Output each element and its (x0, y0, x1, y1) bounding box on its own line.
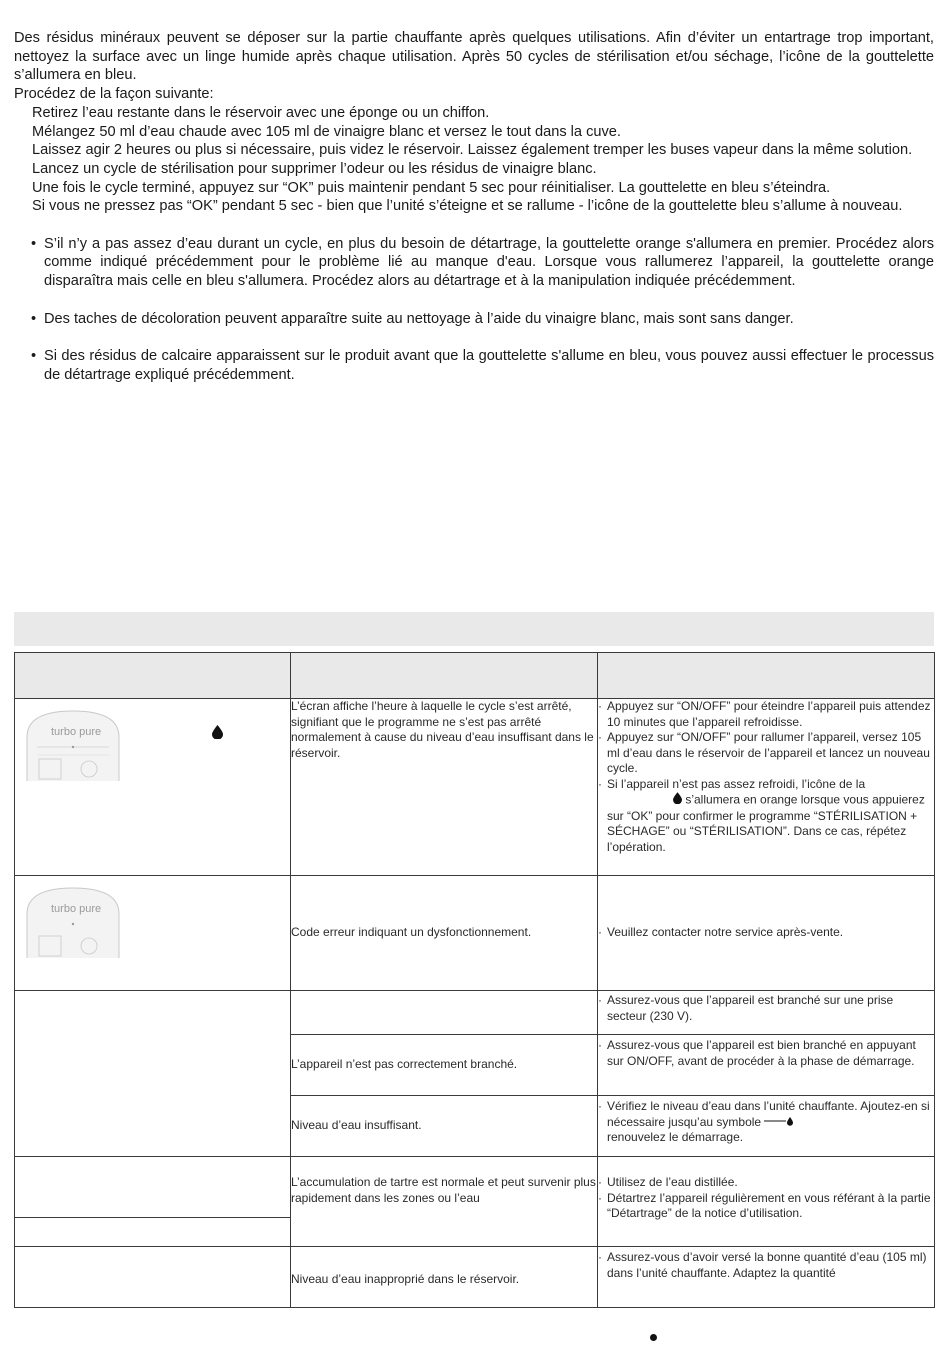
procedure-intro: Procédez de la façon suivante: (14, 86, 214, 103)
solution-cell (598, 1096, 935, 1157)
page-marker-dot (650, 1334, 657, 1341)
cause-cell (291, 1157, 598, 1247)
table-row (15, 1157, 935, 1218)
list-marker: · (598, 1038, 602, 1052)
step-5: Une fois le cycle terminé, appuyez sur “OK” puis maintenir pendant 5 sec pour réinitialiser. La gouttelette en bleu s’éteindra. (32, 179, 831, 196)
solution-text: Appuyez sur “ON/OFF” pour rallumer l’appareil, versez 105 ml d’eau dans le réservoir de l’appareil et lancez un nouveau cycle. (607, 730, 930, 775)
step-3: Laissez agir 2 heures ou plus si nécessaire, puis videz le réservoir. Laissez également tremper les buses vapeur dans la même solution. (32, 142, 913, 159)
problem-cell (15, 1157, 291, 1218)
solution-item (598, 993, 934, 1024)
solution-text: Si l’appareil n’est pas assez refroidi, l’icône de la (607, 776, 866, 791)
bullet-item (14, 235, 934, 291)
solution-item (598, 925, 934, 941)
section-band (14, 612, 934, 646)
water-drop-icon (673, 792, 682, 809)
problem-cell (15, 1247, 291, 1308)
problem-cell (15, 699, 291, 876)
bullet-text: S’il n’y a pas assez d’eau durant un cycle, en plus du besoin de détartrage, la gouttelette orange s'allumera en premier. Procédez alors comme indiqué précédemment pour le problème lié au manque d'eau. Lorsque vous rallumerez l’appareil, la gouttelette orange disparaîtra mais celle en bleu s'allumera. Procédez alors au détartrage et à la manipulation indiquée précédemment. (44, 235, 934, 290)
cause-cell (291, 991, 598, 1035)
list-marker: · (598, 1250, 602, 1264)
solution-cell (598, 1035, 935, 1096)
intro-paragraph: Des résidus minéraux peuvent se déposer sur la partie chauffante après quelques utilisations. Afin d’éviter un entartrage trop important, nettoyez la surface avec un linge humide après chaque utilisation. Après 50 cycles de stérilisation et/ou séchage, l’icône de la gouttelette s’allumera en bleu. (14, 30, 934, 84)
step-6: Si vous ne pressez pas “OK” pendant 5 sec - bien que l’unité s’éteigne et se rallume - l’icône de la gouttelette bleu s’allume à nouveau. (32, 198, 903, 215)
bullet-text: Si des résidus de calcaire apparaissent sur le produit avant que la gouttelette s'allume en bleu, vous pouvez aussi effectuer le processus de détartrage expliqué précédemment. (44, 347, 934, 383)
solution-text: Vérifiez le niveau d’eau dans l’unité chauffante. Ajoutez-en si nécessaire jusqu’au symbole (607, 1099, 930, 1129)
solution-text: renouvelez le démarrage. (607, 1130, 744, 1145)
solution-item (598, 1175, 934, 1191)
solution-text: Appuyez sur “ON/OFF” pour éteindre l’appareil puis attendez 10 minutes que l’appareil refroidisse. (607, 699, 931, 729)
list-marker: · (598, 1099, 602, 1113)
cause-cell (291, 1247, 598, 1308)
water-drop-icon (212, 725, 223, 744)
solution-item (598, 1099, 934, 1146)
list-marker: · (598, 699, 602, 713)
table-row (15, 991, 935, 1035)
solution-cell (598, 699, 935, 876)
cause-cell (291, 876, 598, 991)
troubleshooting-table (14, 652, 935, 1308)
solution-cell (598, 991, 935, 1035)
solution-text: Assurez-vous que l’appareil est branché sur une prise secteur (230 V). (607, 993, 894, 1023)
list-marker: · (598, 730, 602, 744)
cause-text: Code erreur indiquant un dysfonctionnement. (291, 925, 532, 940)
table-row (15, 1247, 935, 1308)
cause-cell (291, 699, 598, 876)
table-row (15, 876, 935, 991)
solution-text: Détartrez l’appareil régulièrement en vous référant à la partie “Détartrage” de la notice d’utilisation. (607, 1190, 931, 1220)
problem-cell (15, 991, 291, 1157)
header-cell-cause (291, 653, 598, 699)
solution-item (598, 1038, 934, 1069)
solution-item (598, 730, 934, 777)
solution-text: s’allumera en orange lorsque vous appuierez sur “OK” pour confirmer le programme “STÉRILISATION + SÉCHAGE” ou “STÉRILISATION”. Dans ce cas, répétez l’opération. (607, 792, 925, 854)
cause-text: L’appareil n’est pas correctement branché. (291, 1057, 518, 1072)
panel-brand: turbo pure (51, 903, 102, 915)
bullet-dot: • (31, 235, 37, 252)
table-header-row (15, 653, 935, 699)
cause-cell (291, 1096, 598, 1157)
solution-cell (598, 876, 935, 991)
cause-cell (291, 1035, 598, 1096)
problem-cell (15, 1218, 291, 1247)
header-cell-solution (598, 653, 935, 699)
solution-item (598, 699, 934, 730)
step-1: Retirez l’eau restante dans le réservoir avec une éponge ou un chiffon. (32, 104, 490, 121)
problem-cell (15, 876, 291, 991)
solution-item (598, 1191, 934, 1222)
solution-item (598, 1250, 934, 1281)
bullet-text: Des taches de décoloration peuvent apparaître suite au nettoyage à l’aide du vinaigre blanc, mais sont sans danger. (44, 310, 794, 327)
bullet-item (14, 310, 934, 329)
control-panel-illustration (25, 709, 121, 781)
step-4: Lancez un cycle de stérilisation pour supprimer l’odeur ou les résidus de vinaigre blanc. (32, 160, 597, 177)
solution-cell (598, 1157, 935, 1247)
list-marker: · (598, 925, 602, 940)
bullet-item (14, 347, 934, 384)
solution-item (598, 777, 934, 856)
header-cell-problem (15, 653, 291, 699)
solution-text: Veuillez contacter notre service après-vente. (607, 925, 844, 940)
solution-text: Assurez-vous d’avoir versé la bonne quantité d’eau (105 ml) dans l’unité chauffante. Adaptez la quantité (607, 1250, 927, 1280)
bullet-dot: • (31, 347, 37, 364)
cause-text: L’écran affiche l’heure à laquelle le cycle s’est arrêté, signifiant que le programme ne s’est pas arrêté normalement à cause du niveau d’eau insuffisant dans le réservoir. (291, 699, 594, 760)
list-marker: · (598, 776, 602, 791)
table-row (15, 699, 935, 876)
solution-cell (598, 1247, 935, 1308)
list-marker: · (598, 993, 602, 1007)
control-panel-illustration (25, 886, 121, 958)
intro-text (14, 29, 934, 384)
solution-text: Utilisez de l’eau distillée. (607, 1175, 738, 1189)
cause-text: Niveau d’eau inapproprié dans le réservoir. (291, 1272, 520, 1287)
water-level-icon (764, 1115, 794, 1131)
panel-brand: turbo pure (51, 726, 102, 738)
bullet-dot: • (31, 310, 37, 327)
cause-text: L’accumulation de tartre est normale et peut survenir plus rapidement dans les zones ou l’eau (291, 1175, 596, 1205)
step-2: Mélangez 50 ml d’eau chaude avec 105 ml de vinaigre blanc et versez le tout dans la cuve. (32, 123, 621, 140)
list-marker: · (598, 1175, 602, 1189)
list-marker: · (598, 1190, 602, 1205)
cause-text: Niveau d’eau insuffisant. (291, 1118, 422, 1133)
solution-text: Assurez-vous que l’appareil est bien branché en appuyant sur ON/OFF, avant de procéder à la phase de démarrage. (607, 1038, 916, 1068)
